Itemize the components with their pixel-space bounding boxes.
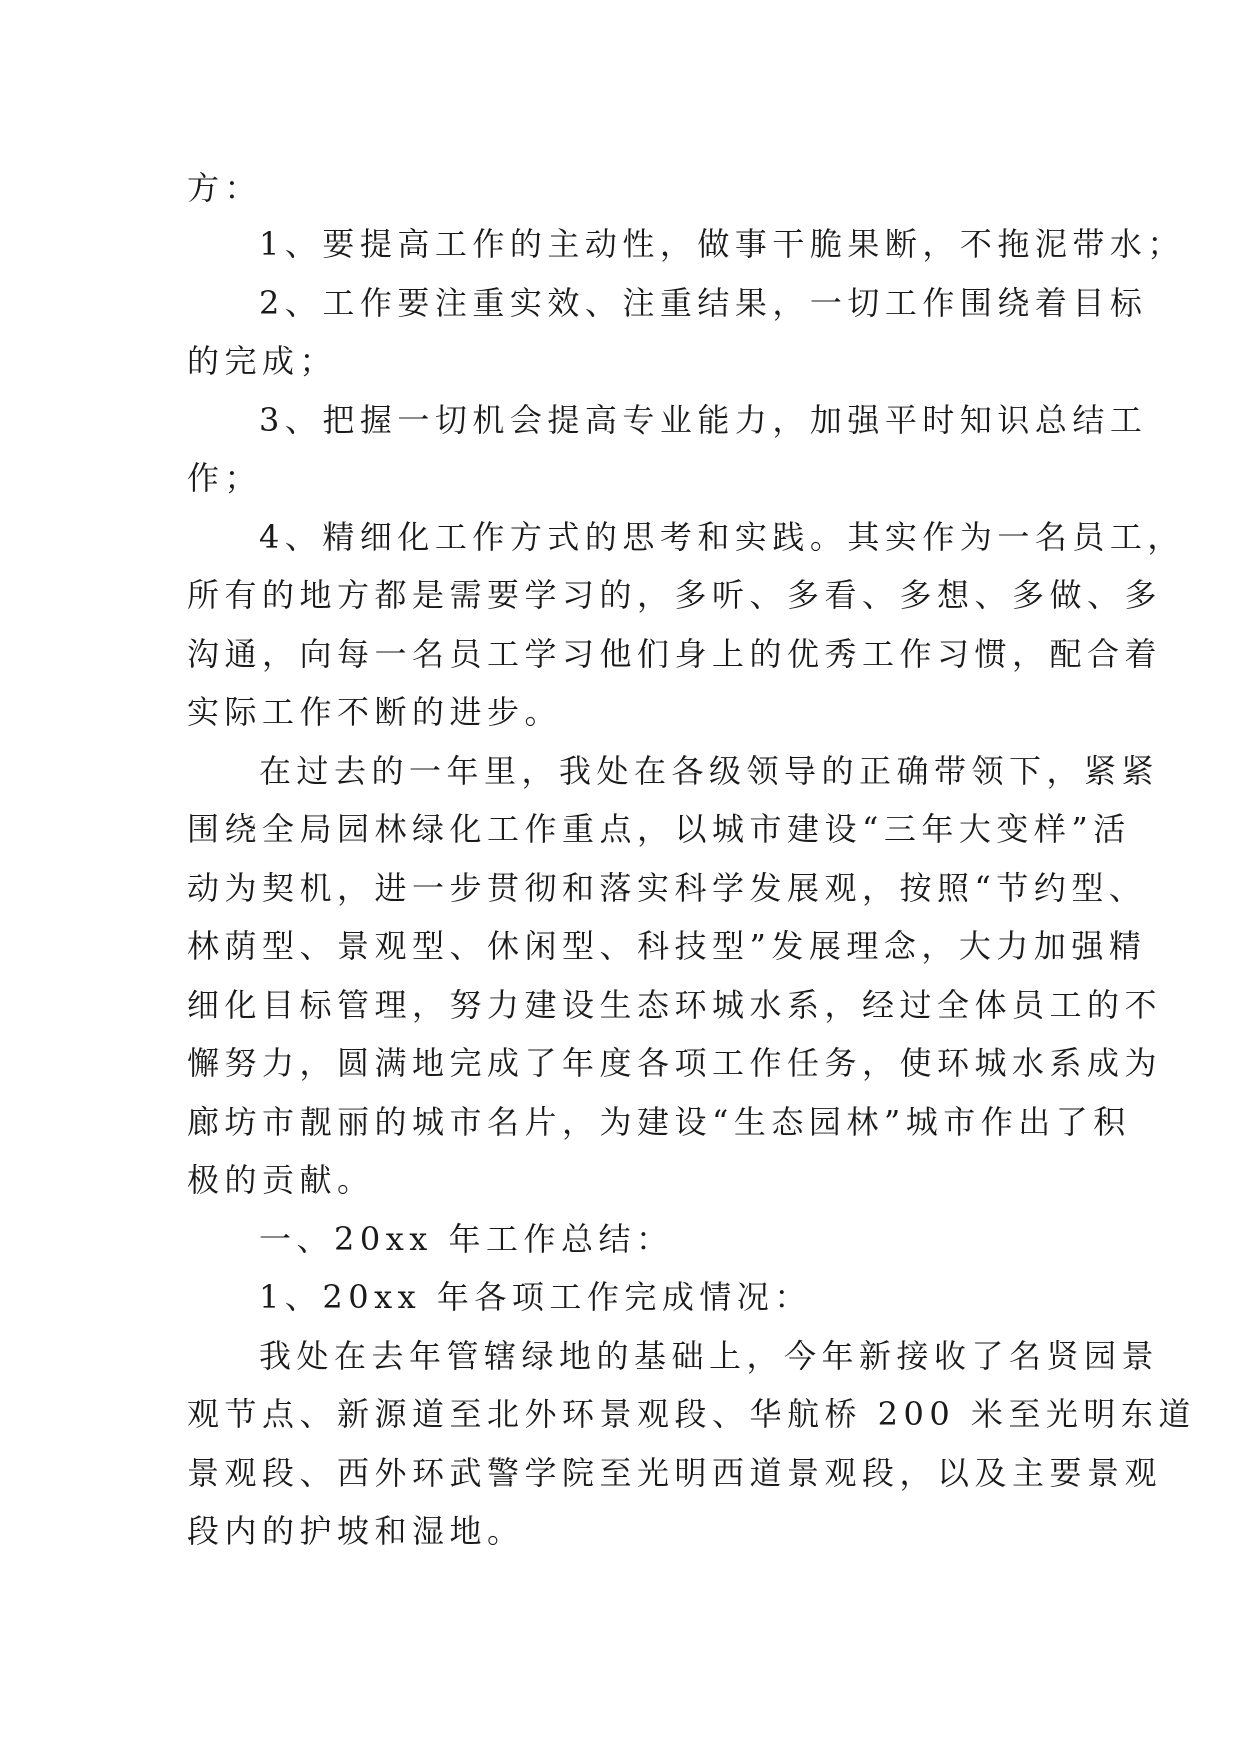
section-heading: 一、20xx 年工作总结： (259, 1220, 674, 1258)
list-item-3: 3、把握一切机会提高专业能力，加强平时知识总结工 (259, 401, 1148, 439)
paragraph-start: 在过去的一年里，我处在各级领导的正确带领下，紧紧 (259, 752, 1160, 790)
text-line: 方： (187, 169, 263, 207)
text-line: 林荫型、景观型、休闲型、科技型”发展理念，大力加强精 (187, 927, 1147, 965)
text-line: 景观段、西外环武警学院至光明西道景观段，以及主要景观 (187, 1454, 1163, 1492)
text-line: 沟通，向每一名员工学习他们身上的优秀工作习惯，配合着 (187, 635, 1163, 673)
list-item-2: 2、工作要注重实效、注重结果，一切工作围绕着目标 (259, 284, 1148, 322)
text-line: 细化目标管理，努力建设生态环城水系，经过全体员工的不 (187, 986, 1163, 1024)
text-line: 懈努力，圆满地完成了年度各项工作任务，使环城水系成为 (187, 1044, 1163, 1082)
paragraph-start: 我处在去年管辖绿地的基础上，今年新接收了名贤园景 (259, 1337, 1160, 1375)
text-line: 实际工作不断的进步。 (187, 693, 563, 731)
text-line: 廊坊市靓丽的城市名片，为建设“生态园林”城市作出了积 (187, 1103, 1131, 1141)
text-line: 所有的地方都是需要学习的，多听、多看、多想、多做、多 (187, 576, 1163, 614)
subsection-heading: 1、20xx 年各项工作完成情况： (259, 1278, 812, 1316)
text-line: 围绕全局园林绿化工作重点，以城市建设“三年大变样”活 (187, 810, 1131, 848)
text-line: 作； (187, 459, 263, 497)
text-line: 动为契机，进一步贯彻和落实科学发展观，按照“节约型、 (187, 869, 1147, 907)
text-line: 观节点、新源道至北外环景观段、华航桥 200 米至光明东道 (187, 1395, 1196, 1433)
text-line: 极的贡献。 (187, 1161, 375, 1199)
text-line: 的完成； (187, 342, 338, 380)
text-line: 段内的护坡和湿地。 (187, 1512, 525, 1550)
list-item-4: 4、精细化工作方式的思考和实践。其实作为一名员工， (259, 518, 1185, 556)
list-item-1: 1、要提高工作的主动性，做事干脆果断，不拖泥带水； (259, 225, 1185, 263)
